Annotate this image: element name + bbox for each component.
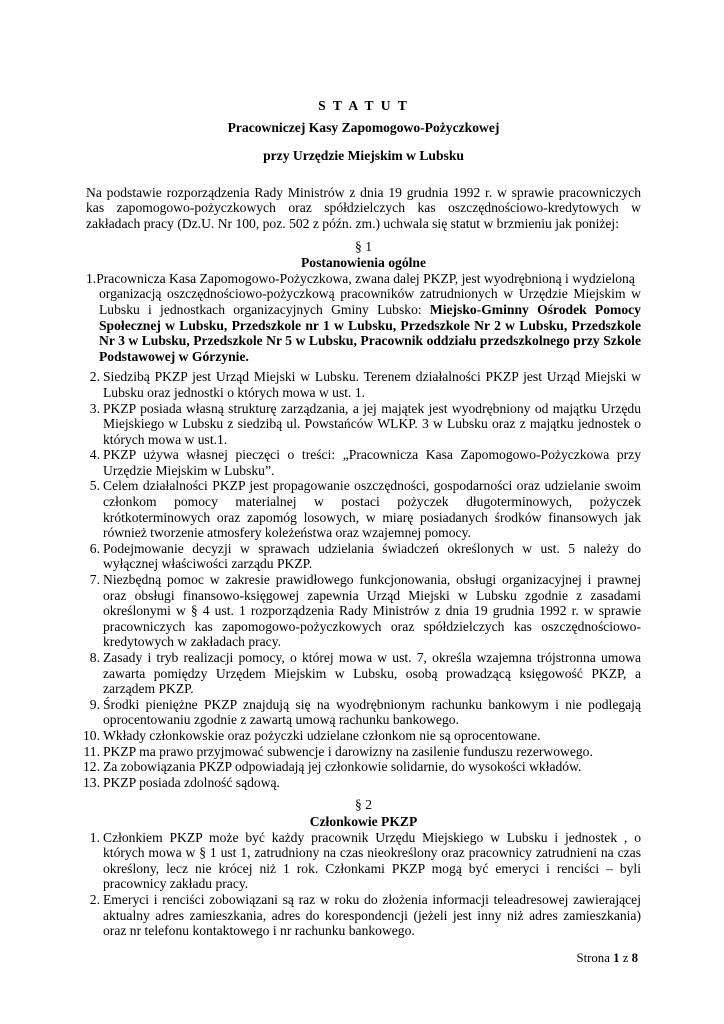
section-1-item-1-units: Miejsko-Gminny Ośrodek Pomocy Społecznej w Lubsku, Przedszkole nr 1 w Lubsku, Przedszkole Nr 2 w Lubsku, Przedszkole Nr 3 w Lubsku, Przedszkole Nr 5 w Lubsku, Pracownik oddziału przedszkolnego przy Szkole Podstawowej w Górzynie. <box>99 301 641 364</box>
document-page <box>83 98 641 939</box>
document-subtitle-location: przy Urzędzie Miejskim w Lubsku <box>263 148 464 164</box>
list-item: 2. Emeryci i renciści zobowiązani są raz w roku do złożenia informacji teleadresowej zawierającej aktualny adres zamieszkania, adres do korespondencji (jeżeli jest inny niż adres zamieszkania) oraz nr telefonu kontaktowego i nr rachunku bankowego. <box>89 891 641 939</box>
section-1-item-1 <box>86 270 641 365</box>
section-2-mark: § 2 <box>355 797 372 813</box>
list-item: 12. Za zobowiązania PKZP odpowiadają jej członkowie solidarnie, do wysokości wkładów. <box>83 759 582 775</box>
document-subtitle: Pracowniczej Kasy Zapomogowo-Pożyczkowej <box>227 119 500 135</box>
list-item: 5. Celem działalności PKZP jest propagowanie oszczędności, gospodarności oraz udzielanie swoim członkom pomocy materialnej w postaci pożyczek długoterminowych, pożyczek krótkoterminowych oraz zapomóg losowych, w miarę posiadanych środków finansowych jak również tworzenie atmosfery koleżeństwa oraz wzajemnej pomocy. <box>89 478 641 541</box>
list-item: 4. PKZP używa własnej pieczęci o treści: „Pracownicza Kasa Zapomogowo-Pożyczkowa przy Urzędzie Miejskim w Lubsku”. <box>89 447 641 478</box>
intro-paragraph: Na podstawie rozporządzenia Rady Ministrów z dnia 19 grudnia 1992 r. w sprawie pracowniczych kas zapomogowo-pożyczkowych oraz spółdzielczych kas oszczędnościowo-kredytowych w zakładach pracy (Dz.U. Nr 100, poz. 502 z późn. zm.) uchwala się statut w brzmieniu jak poniżej: <box>86 184 641 231</box>
list-item: 9. Środki pieniężne PKZP znajdują się na wyodrębnionym rachunku bankowym i nie podlegają oprocentowaniu zgodnie z zawartą umową rachunku bankowego. <box>89 696 641 728</box>
section-1-list <box>83 369 641 790</box>
section-2-title: Członkowie PKZP <box>309 813 418 829</box>
list-item: 11. PKZP ma prawo przyjmować subwencje i darowizny na zasilenie funduszu rezerwowego. <box>83 743 593 759</box>
list-item: 3. PKZP posiada własną strukturę zarządzania, a jej majątek jest wyodrębniony od majątku Urzędu Miejskiego w Lubsku z siedzibą ul. Powstańców WLKP. 3 w Lubsku oraz z majątku jednostek o których mowa w ust.1. <box>89 400 641 447</box>
list-item: 8. Zasady i tryb realizacji pomocy, o której mowa w ust. 7, określa wzajemna trójstronna umowa zawarta pomiędzy Urzędem Miejskim w Lubsku, osobą prowadzącą księgowość PKZP, a zarządem PKZP. <box>89 650 641 697</box>
list-item: 1. Członkiem PKZP może być każdy pracownik Urzędu Miejskiego w Lubsku i jednostek , o których mowa w § 1 ust 1, zatrudniony na czas nieokreślony oraz pracownicy zatrudnieni na czas określony, lecz nie krócej niż 1 rok. Członkami PKZP mogą być emeryci i renciści – byli pracownicy zakładu pracy. <box>89 829 641 892</box>
section-1-item-1-lead: 1.Pracownicza Kasa Zapomogowo-Pożyczkowa, zwana dalej PKZP, jest wyodrębnioną i wydzieloną <box>86 270 635 286</box>
section-1-title: Postanowienia ogólne <box>301 255 426 271</box>
list-item: 2. Siedzibą PKZP jest Urząd Miejski w Lubsku. Terenem działalności PKZP jest Urząd Miejski w Lubsku oraz jednostki o których mowa w ust. 1. <box>89 369 641 400</box>
list-item: 6. Podejmowanie decyzji w sprawach udzielania świadczeń określonych w ust. 5 należy do wyłącznej właściwości zarządu PKZP. <box>89 540 641 572</box>
list-item: 7. Niezbędną pomoc w zakresie prawidłowego funkcjonowania, obsługi organizacyjnej i prawnej oraz obsługi finansowo-księgowej zapewnia Urząd Miejski w Lubsku zgodnie z zasadami określonymi w § 4 ust. 1 rozporządzenia Rady Ministrów z dnia 19 grudnia 1992 r. w sprawie pracowniczych kas zapomogowo-pożyczkowych oraz spółdzielczych kas oszczędnościowo-kredytowych w zakładach pracy. <box>89 572 641 650</box>
page-number: Strona 1 z 8 <box>576 951 638 965</box>
document-title: S T A T U T <box>318 98 409 113</box>
section-2-list <box>86 830 641 939</box>
list-item: 13. PKZP posiada zdolność sądową. <box>83 774 280 790</box>
section-1-mark: § 1 <box>355 238 372 254</box>
list-item: 10. Wkłady członkowskie oraz pożyczki udzielane członkom nie są oprocentowane. <box>83 727 541 743</box>
section-1-item-1-rest: organizacją oszczędnościowo-pożyczkową pracowników zatrudnionych w Urzędzie Miejskim w Lubsku i jednostkach organizacyjnych Gminy Lubsko: <box>99 286 641 317</box>
